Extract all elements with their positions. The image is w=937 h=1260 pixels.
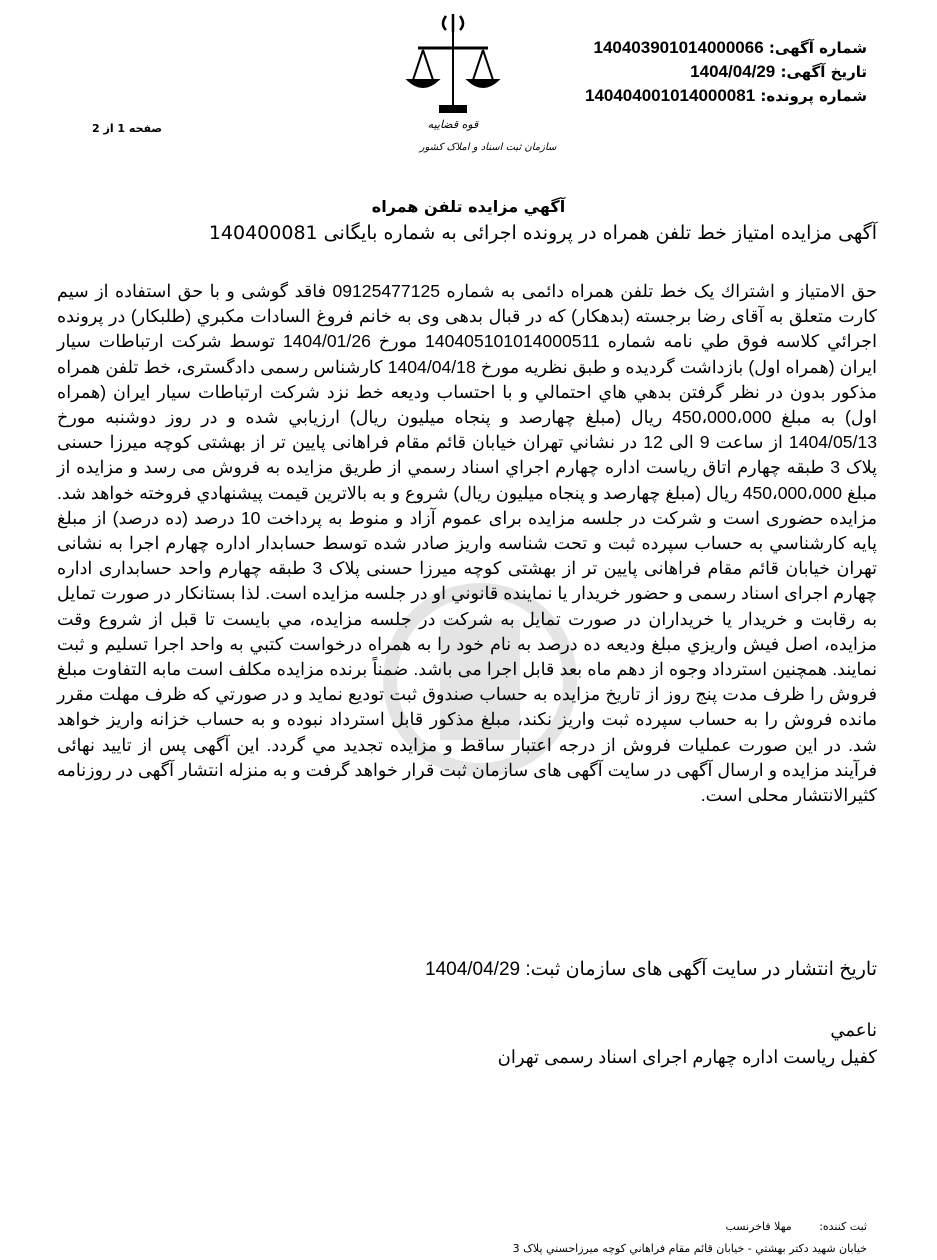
ad-date: 1404/04/29 — [690, 62, 776, 81]
page-indicator: صفحه 1 از 2 — [92, 122, 163, 135]
emblem-text-organization: سازمان ثبت اسناد و املاک کشور — [419, 142, 557, 153]
ad-number-row — [537, 36, 867, 60]
signer-name: ناعمي — [830, 1020, 877, 1040]
signature-block — [498, 1017, 877, 1071]
footer-address: خيابان شهيد دكتر بهشتي - خيابان قائم مقام فراهاني كوچه ميرزاحسني پلاک 3 — [512, 1242, 867, 1255]
footer — [513, 1216, 867, 1260]
registrar-row — [513, 1216, 867, 1238]
signer-position: کفیل ریاست اداره چهارم اجرای اسناد رسمی تهران — [497, 1047, 877, 1067]
case-number: 140404001014000081 — [584, 86, 756, 105]
page-title: آگهي مزايده تلفن همراه — [371, 197, 566, 216]
page-subtitle: آگهی مزایده امتیاز خط تلفن همراه در پرونده اجرائی به شماره بایگانی 140400081 — [208, 222, 877, 244]
case-number-row — [537, 84, 867, 108]
ad-number: 140403901014000066 — [593, 38, 764, 57]
announcement-body: حق الامتیاز و اشتراك یک خط تلفن همراه دائمی به شماره 09125477125 فاقد گوشی و با حق استفاده از سیم کارت متعلق به آقای رضا برجسته (بدهکار) که در قبال بدهی وی به خانم فروغ السادات مکبري (طلبکار) در پرونده اجرائي كلاسه فوق طي نامه شماره 140405101014000511 مورخ 1404/01/26 توسط شرکت ارتباطات سیار ایران (همراه اول) بازداشت گردیده و طبق نظریه مورخ 1404/04/18 کارشناس رسمی دادگستری، خط تلفن همراه مذکور بدون در نظر گرفتن بدهي هاي احتمالي و با احتساب ودیعه خط نزد شرکت ارتباطات سیار ایران (همراه اول) به مبلغ 450،000،000 ریال (مبلغ چهارصد و پنجاه میلیون ریال) ارزيابي شده و در روز دوشنبه مورخ 1404/05/13 از ساعت 9 الی 12 در نشاني تهران خیابان قائم مقام فراهانی پایین تر از بهشتی کوچه میرزا حسنی پلاک 3 طبقه چهارم اتاق ریاست اداره چهارم اجراي اسناد رسمي از طريق مزایده به فروش می رسد و مزایده از مبلغ 450،000،000 ریال (مبلغ چهارصد و پنجاه میلیون ریال) شروع و به بالاترین قیمت پیشنهادي فروخته خواهد شد. مزایده حضوری است و شرکت در جلسه مزایده برای عموم آزاد و منوط به پرداخت 10 درصد (ده درصد) از مبلغ پایه کارشناسي به حساب سپرده ثبت و تحت شناسه واريز صادر شده توسط حسابدار اداره چهارم اجرا به نشانی تهران خیابان قائم مقام فراهانی پایین تر از بهشتی کوچه میرزا حسنی پلاک 3 طبقه چهارم واحد حسابداری اداره چهارم اجرای اسناد رسمی و حضور خريدار يا نماينده قانوني او در جلسه مزایده است. لذا بستانکار در صورت تمایل به رقابت و خریدار یا خریداران در صورت تمایل به شرکت در جلسه مزایده، مي بايست تا قبل از شروع وقت مزایده، اصل فيش واريزي مبلغ وديعه ده درصد به نام خود را به همراه درخواست کتبي به واحد اجرا تسليم و ثبت نمايند. همچنین استرداد وجوه از دهم ماه بعد قابل اجرا می باشد. ضمناً برنده مزایده مکلف است مابه التفاوت مبلغ فروش را ظرف مدت پنج روز از تاريخ مزايده به حساب صندوق ثبت توديع نمايد و در صورتي كه ظرف مهلت مقرر مانده فروش را به حساب سپرده ثبت واریز نکند، مبلغ مذکور قابل استرداد نبوده و به حساب خزانه واریز خواهد شد. در این صورت عملیات فروش از درجه اعتبار ساقط و مزايده تجديد مي گردد. این آگهی پس از تایید نهائی فرآیند مزایده و ارسال آگهی در سایت آگهی های سازمان ثبت قرار خواهد گرفت و به منزله انتشار آگهی در روزنامه کثیرالانتشار محلی است. — [57, 281, 878, 806]
ad-number-label: شماره آگهی: — [768, 39, 867, 57]
registrar-name: مهلا فاخرنسب — [725, 1220, 792, 1233]
ad-metadata — [537, 36, 867, 108]
ad-date-label: تاریخ آگهی: — [780, 63, 867, 81]
emblem-text-judiciary: قوه قضاییه — [427, 118, 479, 131]
case-number-label: شماره پرونده: — [760, 87, 867, 105]
publication-date: تاریخ انتشار در سایت آگهی های سازمان ثبت: 1404/04/29 — [425, 959, 877, 980]
judiciary-emblem-icon — [368, 8, 557, 158]
ad-date-row — [537, 60, 867, 84]
registrar-label: ثبت کننده: — [819, 1220, 867, 1233]
